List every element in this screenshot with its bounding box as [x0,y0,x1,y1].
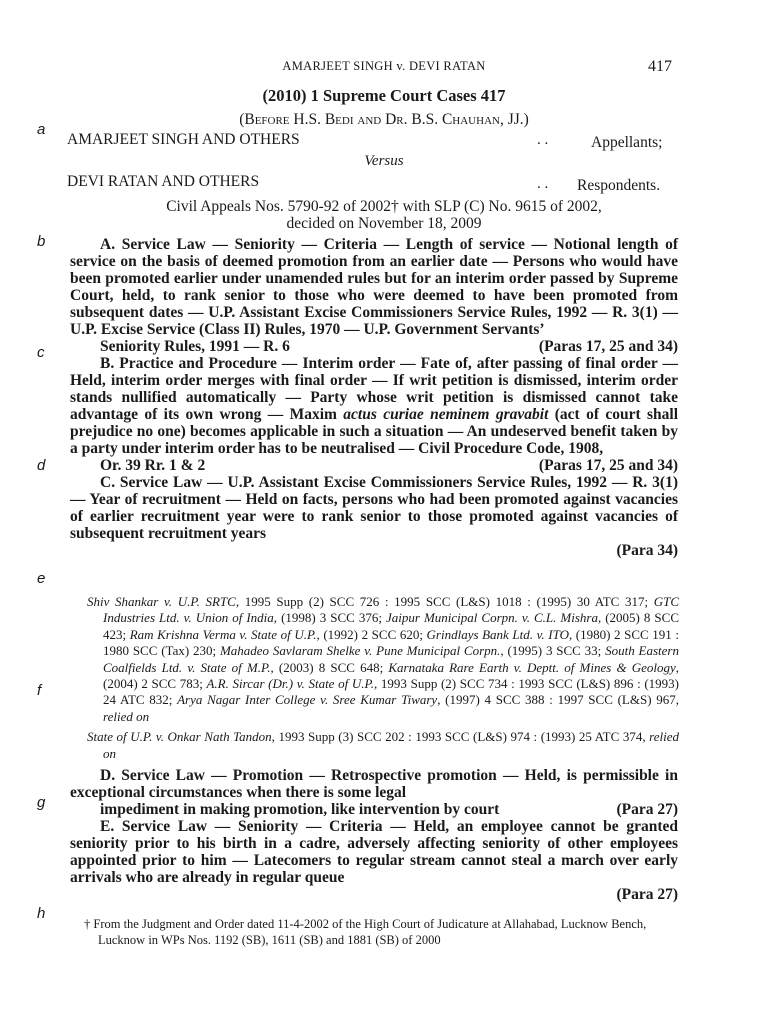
case-name: Jaipur Municipal Corpn. v. C.L. Mishra [385,610,598,626]
margin-letter-a: a [37,121,46,138]
cases-list-1 [87,594,679,725]
case-name: Ram Krishna Verma v. State of U.P. [129,626,317,642]
bench: (Before H.S. Bedi and Dr. B.S. Chauhan, JJ.) [239,111,529,128]
headnote-e [70,818,678,903]
headnote-b-text-1: B. Practice and Procedure — Interim order — Fate of, after passing of final order — Held, interim order merges with final order — If writ petition is dismissed, interim order stands nullified automatically — Party whose writ petition is dismissed cannot take advantage of its own wrong — Maxim [70,355,678,423]
case-cite: , (2004) 2 SCC 783; [103,659,680,692]
cases-relied-on [87,594,679,762]
case-cite: , 1993 Supp (3) SCC 202 : 1993 SCC (L&S) 974 : (1993) 25 ATC 374, [271,729,650,745]
case-name: A.R. Sircar (Dr.) v. State of U.P. [206,676,375,692]
headnotes-lower [70,767,678,903]
case-cite: , 1993 Supp (2) SCC 734 : 1993 SCC (L&S) 896 : (1993) 24 ATC 832; [103,676,679,708]
headnote-b-lastline [70,457,678,474]
headnote-d-last-line: impediment in making promotion, like intervention by court [100,801,500,818]
civil-appeals-line1: Civil Appeals Nos. 5790-92 of 2002† with SLP (C) No. 9615 of 2002, [166,198,602,215]
headnotes-upper [70,236,678,559]
headnote-d [70,767,678,818]
case-cite: , (1992) 2 SCC 620; [316,626,427,642]
case-name: South Eastern Coalfields Ltd. v. State of M.P. [103,643,679,675]
margin-letter-g: g [37,794,46,811]
versus: Versus [364,153,404,169]
headnote-a [70,236,678,355]
headnote-e-paras: (Para 27) [616,886,678,903]
appellants-name: AMARJEET SINGH AND OTHERS [67,131,300,148]
headnote-a-last-line: Seniority Rules, 1991 — R. 6 [100,338,290,355]
respondents-role: Respondents. [577,177,661,194]
case-cite: , (1997) 4 SCC 388 : 1997 SCC (L&S) 967, [437,692,679,708]
margin-letter-b: b [37,233,46,250]
respondents-name: DEVI RATAN AND OTHERS [67,173,260,190]
headnote-b-paras: (Paras 17, 25 and 34) [538,457,678,474]
headnote-a-lastline [70,338,678,355]
case-name: Grindlays Bank Ltd. v. ITO [426,626,569,642]
case-name: State of U.P. v. Onkar Nath Tandon [87,729,272,745]
relied-on-label: relied on [103,708,150,724]
headnote-b-maxim: actus curiae neminem gravabit [343,406,549,423]
case-citation: (2010) 1 Supreme Court Cases 417 [262,86,506,105]
case-cite: , (1998) 3 SCC 376; [273,610,386,626]
case-cite: , (1980) 2 SCC 191 : 1980 SCC (Tax) 230; [103,626,679,659]
headnote-a-paras: (Paras 17, 25 and 34) [538,338,678,355]
case-cite: , (2003) 8 SCC 648; [270,659,389,675]
margin-letter-e: e [37,570,46,587]
footnote-text: † From the Judgment and Order dated 11-4-2002 of the High Court of Judicature at Allahabad, Lucknow Bench, Lucknow in WPs Nos. 1192 (SB), 1611 (SB) and 1881 (SB) of 2000 [84,917,647,947]
headnote-b-text-2: (act of court shall prejudice no one) becomes applicable in such a situation — An undeserved benefit taken by a party under interim order has to be neutralised — Civil Procedure Code, 1908, [70,406,679,457]
headnote-c [70,474,678,559]
headnote-b-last-line: Or. 39 Rr. 1 & 2 [100,457,206,474]
running-head: AMARJEET SINGH v. DEVI RATAN [282,59,486,73]
cases-list-2 [87,729,679,762]
headnote-d-paras: (Para 27) [616,801,678,818]
footnote [84,916,684,948]
margin-letter-h: h [37,905,46,922]
relied-on-label: relied on [103,729,679,761]
case-cite: , (1995) 3 SCC 33; [500,643,606,659]
case-name: Karnataka Rare Earth v. Deptt. of Mines & Geology [388,659,676,675]
case-name: Shiv Shankar v. U.P. SRTC [87,594,236,609]
headnote-d-text: D. Service Law — Promotion — Retrospective promotion — Held, is permissible in exceptional circumstances when there is some legal [70,767,678,801]
headnote-d-lastline [70,801,678,818]
headnote-c-text: C. Service Law — U.P. Assistant Excise Commissioners Service Rules, 1992 — R. 3(1) — Year of recruitment — Held on facts, persons who had been promoted against vacancies of earlier recruitment year were to rank senior to those promoted against vacancies of subsequent recruitment years [70,474,678,542]
civil-appeals-line2: decided on November 18, 2009 [286,215,482,232]
margin-letter-f: f [37,682,42,699]
headnote-a-text: A. Service Law — Seniority — Criteria — Length of service — Notional length of service on the basis of deemed promotion from an earlier date — Persons who would have been promoted earlier under unamended rules but for an interim order passed by Supreme Court, held, to rank senior to those who were deemed to have been promoted from subsequent dates — U.P. Assistant Excise Commissioners Service Rules, 1992 — R. 3(1) — U.P. Excise Service (Class II) Rules, 1970 — U.P. Government Servants’ [70,236,678,338]
margin-letter-d: d [37,457,46,474]
headnote-e-text: E. Service Law — Seniority — Criteria — Held, an employee cannot be granted seniority prior to his birth in a cadre, adversely affecting seniority of other employees appointed prior to him — Latecomers to regular stream cannot steal a march over early arrivals who are already in regular queue [70,818,678,886]
case-name: Mahadeo Savlaram Shelke v. Pune Municipal Corpn. [219,643,501,659]
case-cite: , 1995 Supp (2) SCC 726 : 1995 SCC (L&S) 1018 : (1995) 30 ATC 317; [235,594,654,609]
headnote-b [70,355,678,474]
appellants-dots: . . [537,132,549,148]
case-name: GTC Industries Ltd. v. Union of India [103,594,679,626]
case-cite: , (2005) 8 SCC 423; [103,610,679,642]
page-number: 417 [648,58,672,75]
margin-letter-c: c [37,344,45,361]
case-name: Arya Nagar Inter College v. Sree Kumar Tiwary [177,692,438,708]
appellants-role: Appellants; [591,134,663,151]
respondents-dots: . . [537,176,549,192]
headnote-c-paras: (Para 34) [616,542,678,559]
